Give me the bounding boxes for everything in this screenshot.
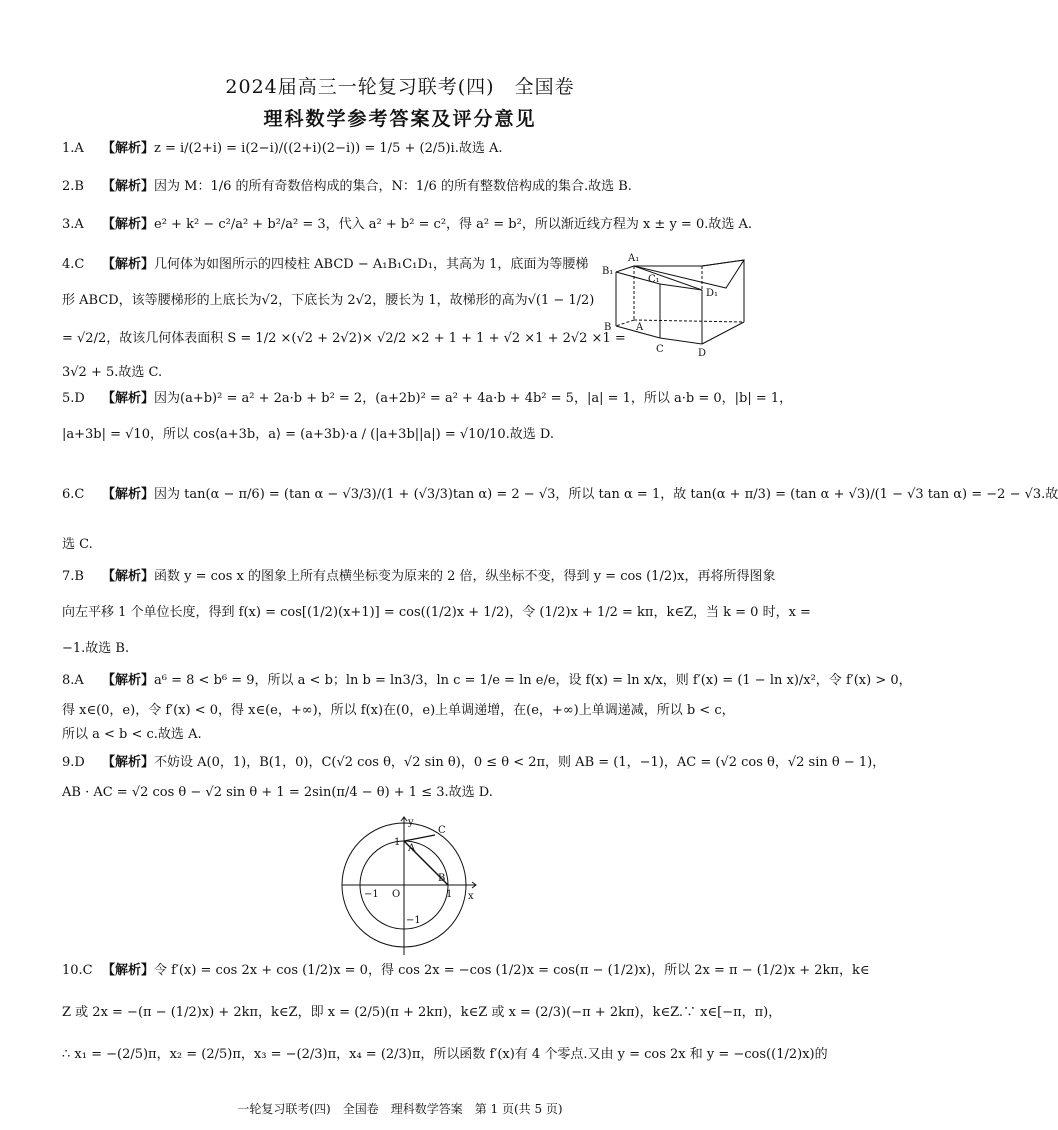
- answer-text: 选 C.: [62, 537, 93, 552]
- answer-text: 几何体为如图所示的四棱柱 ABCD − A₁B₁C₁D₁，其高为 1，底面为等腰梯: [154, 257, 589, 272]
- analysis-tag: 【解析】: [102, 963, 155, 978]
- page-title: 2024届高三一轮复习联考(四) 全国卷: [225, 76, 575, 98]
- origin-label: O: [392, 889, 401, 900]
- answer-text: 因为 tan(α − π/6) = (tan α − √3/3)/(1 + (√3/3)tan α) = 2 − √3，所以 tan α = 1，故 tan(α + π/3) = (tan α + √3)/(1 − √3 tan α) = −2 − √3.故: [154, 487, 1058, 502]
- answer-line: [62, 726, 742, 744]
- answer-text: ∴ x₁ = −(2/5)π，x₂ = (2/5)π，x₃ = −(2/3)π，x₄ = (2/3)π，所以函数 f′(x)有 4 个零点.又由 y = cos 2x 和 y = −cos((1/2)x)的: [62, 1047, 828, 1062]
- label-c: C: [656, 344, 664, 355]
- answer-text: 因为(a+b)² = a² + 2a·b + b² = 2，(a+2b)² = a² + 4a·b + 4b² = 5，|a| = 1，所以 a·b = 0，|b| = 1，: [154, 391, 793, 406]
- page-footer: 一轮复习联考(四) 全国卷 理科数学答案 第 1 页(共 5 页): [237, 1102, 563, 1116]
- answer-text: 3√2 + 5.故选 C.: [62, 365, 163, 380]
- analysis-tag: 【解析】: [102, 487, 155, 502]
- analysis-tag: 【解析】: [102, 217, 155, 232]
- answer-line: [62, 256, 589, 274]
- question-number: 4.C: [62, 257, 85, 272]
- answer-text: 形 ABCD，该等腰梯形的上底长为√2，下底长为 2√2，腰长为 1，故梯形的高为√(1 − 1/2): [62, 293, 595, 308]
- question-number: 10.C: [62, 963, 93, 978]
- answer-line: [62, 292, 595, 310]
- answer-line: [62, 426, 742, 444]
- answer-text: 函数 y = cos x 的图象上所有点横坐标变为原来的 2 倍，纵坐标不变，得到 y = cos (1/2)x，再将所得图象: [154, 569, 776, 584]
- answer-text: AB · AC = √2 cos θ − √2 sin θ + 1 = 2sin(π/4 − θ) + 1 ≤ 3.故选 D.: [62, 785, 493, 800]
- answer-text: a⁶ = 8 < b⁶ = 9，所以 a < b；ln b = ln3/3，ln c = 1/e = ln e/e，设 f(x) = ln x/x，则 f′(x) = (1 − ln x)/x²，令 f′(x) > 0，: [154, 673, 912, 688]
- question-number: 8.A: [62, 673, 84, 688]
- answer-line: [62, 702, 742, 720]
- answer-line: [62, 216, 753, 234]
- answer-line: [62, 536, 742, 554]
- answer-line: [62, 640, 742, 658]
- answer-text: 所以 a < b < c.故选 A.: [62, 727, 202, 742]
- tick-x-neg1: −1: [364, 889, 379, 900]
- analysis-tag: 【解析】: [102, 673, 155, 688]
- answer-line: [62, 604, 811, 622]
- analysis-tag: 【解析】: [102, 257, 155, 272]
- answer-line: [62, 390, 793, 408]
- answer-line: [62, 784, 742, 802]
- label-d1: D₁: [706, 288, 719, 299]
- answer-text: 因为 M：1/6 的所有奇数倍构成的集合，N：1/6 的所有整数倍构成的集合.故选 B.: [154, 179, 632, 194]
- answer-text: = √2/2，故该几何体表面积 S = 1/2 ×(√2 + 2√2)× √2/2 ×2 + 1 + 1 + √2 ×1 + 2√2 ×1 =: [62, 331, 626, 346]
- answer-text: 得 x∈(0，e)，令 f′(x) < 0，得 x∈(e，+∞)，所以 f(x)在(0，e)上单调递增，在(e，+∞)上单调递减，所以 b < c，: [62, 703, 735, 718]
- answer-text: 不妨设 A(0，1)，B(1，0)，C(√2 cos θ，√2 sin θ)，0 ≤ θ < 2π，则 AB = (1，−1)，AC = (√2 cos θ，√2 sin θ − 1)，: [154, 755, 886, 770]
- label-a1: A₁: [628, 253, 640, 264]
- question-number: 2.B: [62, 179, 84, 194]
- analysis-tag: 【解析】: [102, 141, 155, 156]
- analysis-tag: 【解析】: [102, 179, 155, 194]
- answer-text: 向左平移 1 个单位长度，得到 f(x) = cos[(1/2)(x+1)] = cos((1/2)x + 1/2)，令 (1/2)x + 1/2 = kπ，k∈Z，当 k = 0 时，x =: [62, 605, 811, 620]
- answer-text: −1.故选 B.: [62, 641, 130, 656]
- point-b-label: B: [438, 873, 446, 884]
- question-number: 3.A: [62, 217, 84, 232]
- axis-x-label: x: [468, 891, 474, 902]
- question-number: 5.D: [62, 391, 85, 406]
- label-b: B: [604, 322, 612, 333]
- answer-line: [62, 364, 582, 382]
- tick-y-neg1: −1: [406, 915, 421, 926]
- analysis-tag: 【解析】: [102, 391, 155, 406]
- answer-line: [62, 330, 626, 348]
- prism-figure: [598, 250, 746, 362]
- answer-text: z = i/(2+i) = i(2−i)/((2+i)(2−i)) = 1/5 + (2/5)i.故选 A.: [154, 141, 503, 156]
- label-b1: B₁: [602, 266, 614, 277]
- axis-y-label: y: [408, 817, 414, 828]
- tick-y-1: 1: [394, 837, 401, 848]
- answer-line: [62, 962, 870, 980]
- answer-line: [62, 140, 742, 158]
- point-a-label: A: [408, 843, 416, 854]
- circle-figure: [342, 815, 482, 955]
- answer-text: 令 f′(x) = cos 2x + cos (1/2)x = 0，得 cos 2x = −cos (1/2)x = cos(π − (1/2)x)，所以 2x = π − (1/2)x + 2kπ，k∈: [154, 963, 870, 978]
- answer-line: [62, 178, 742, 196]
- question-number: 6.C: [62, 487, 85, 502]
- point-c-label: C: [438, 825, 446, 836]
- label-d: D: [698, 348, 707, 359]
- answer-line: [62, 486, 1058, 504]
- page-subtitle: 理科数学参考答案及评分意见: [263, 108, 537, 130]
- answer-line: [62, 1046, 828, 1064]
- question-number: 1.A: [62, 141, 84, 156]
- answer-line: [62, 1004, 782, 1022]
- question-number: 9.D: [62, 755, 85, 770]
- answer-line: [62, 672, 912, 690]
- answer-text: Z 或 2x = −(π − (1/2)x) + 2kπ，k∈Z，即 x = (2/5)(π + 2kπ)，k∈Z 或 x = (2/3)(−π + 2kπ)，k∈Z.∵ x∈[−π，π)，: [62, 1005, 782, 1020]
- label-a: A: [636, 322, 644, 333]
- answer-line: [62, 754, 886, 772]
- answer-text: |a+3b| = √10，所以 cos⟨a+3b，a⟩ = (a+3b)·a / (|a+3b||a|) = √10/10.故选 D.: [62, 427, 554, 442]
- tick-x-1: 1: [446, 889, 453, 900]
- analysis-tag: 【解析】: [102, 755, 155, 770]
- analysis-tag: 【解析】: [102, 569, 155, 584]
- question-number: 7.B: [62, 569, 84, 584]
- answer-line: [62, 568, 776, 586]
- answer-text: e² + k² − c²/a² + b²/a² = 3，代入 a² + b² = c²，得 a² = b²，所以渐近线方程为 x ± y = 0.故选 A.: [154, 217, 753, 232]
- label-c1: C₁: [648, 274, 660, 285]
